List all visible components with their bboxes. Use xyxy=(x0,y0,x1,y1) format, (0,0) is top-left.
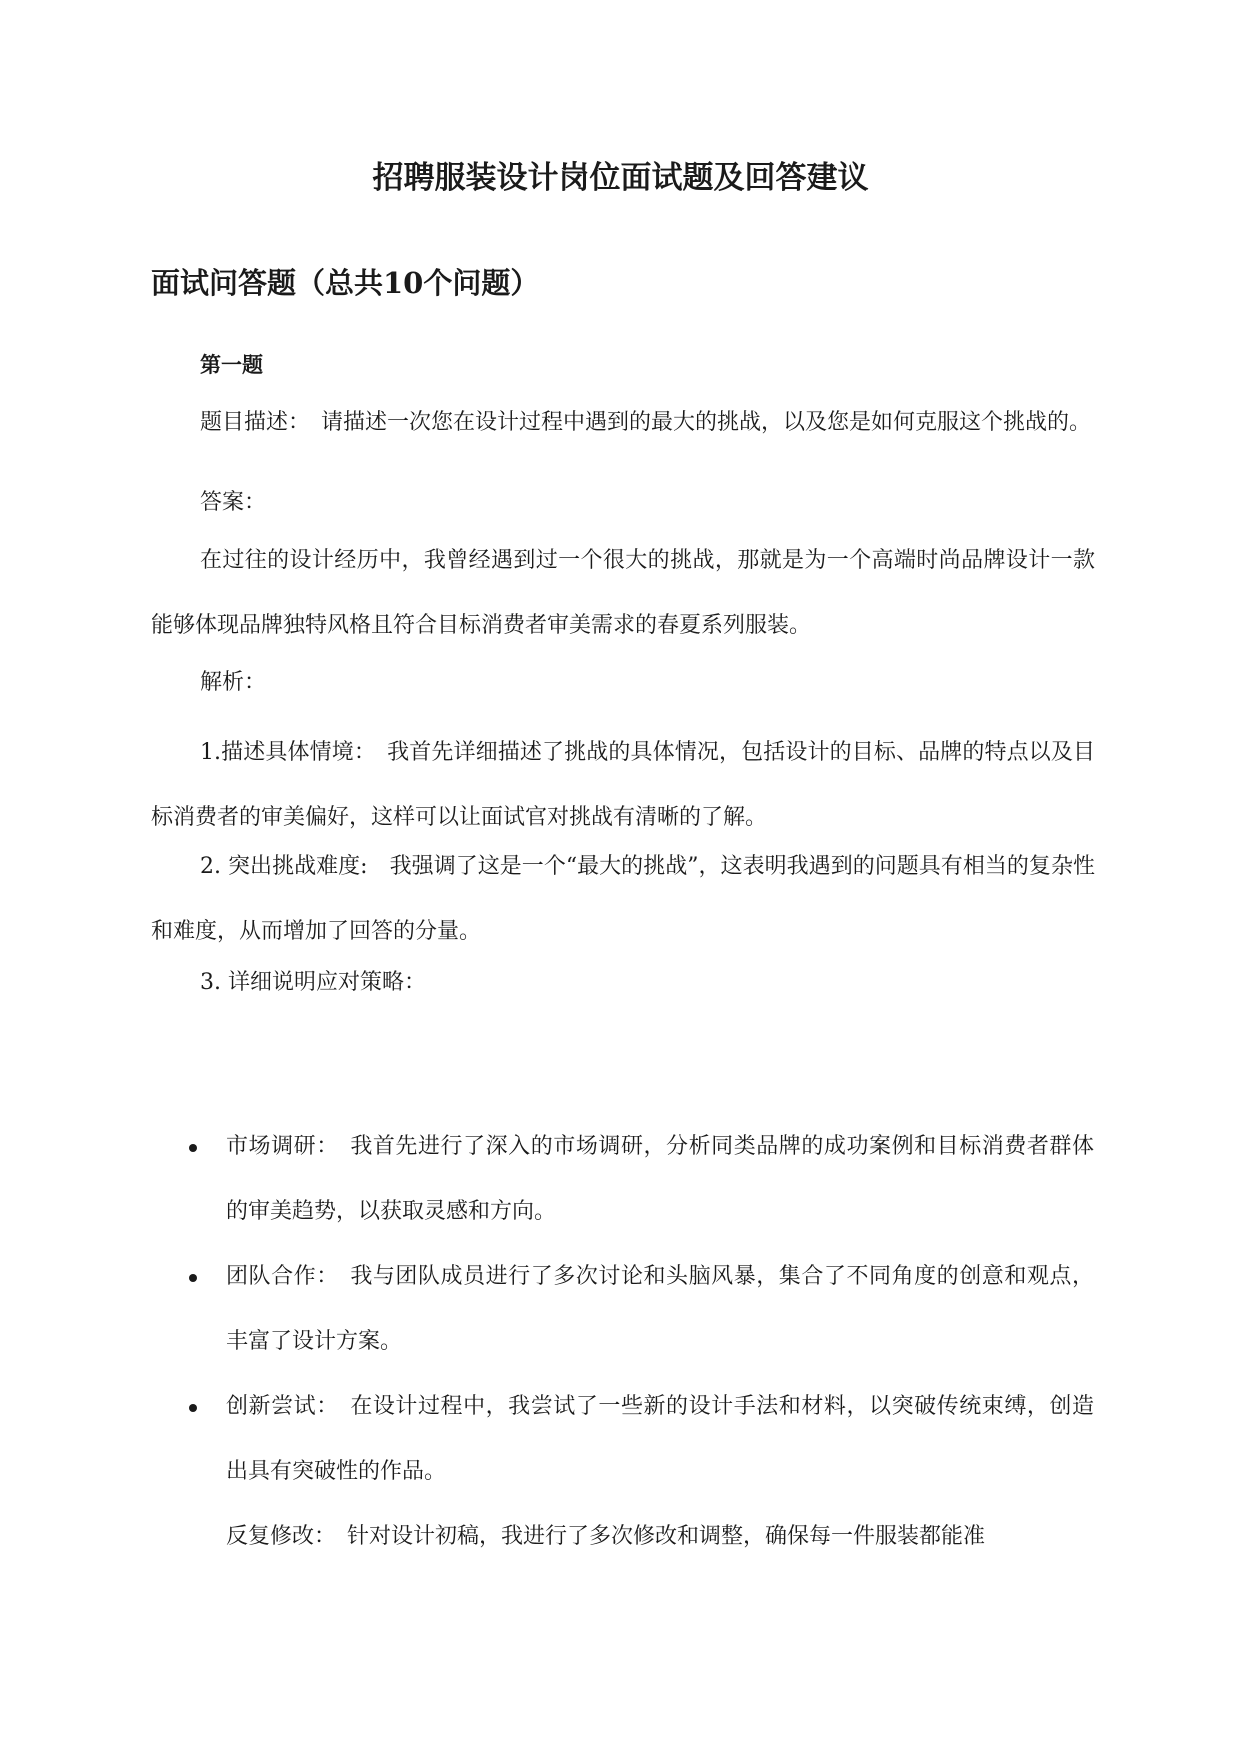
list-item xyxy=(226,1244,1094,1374)
analysis-point-2: 2. 突出挑战难度: 我强调了这是一个“最大的挑战”，这表明我遇到的问题具有相当的复杂性和难度，从而增加了回答的分量。 xyxy=(151,854,1095,944)
analysis-point-1: 1.描述具体情境： 我首先详细描述了挑战的具体情况，包括设计的目标、品牌的特点以及目标消费者的审美偏好，这样可以让面试官对挑战有清晰的了解。 xyxy=(151,740,1095,830)
section-heading: 面试问答题（总共10个问题） xyxy=(151,266,540,300)
bullet-icon xyxy=(189,1144,197,1152)
bullet-icon xyxy=(189,1404,197,1412)
question-description: 题目描述： 请描述一次您在设计过程中遇到的最大的挑战，以及您是如何克服这个挑战的。 xyxy=(200,410,1092,435)
strategy-market-research: 市场调研： 我首先进行了深入的市场调研，分析同类品牌的成功案例和目标消费者群体的审美趋势，以获取灵感和方向。 xyxy=(226,1134,1094,1224)
bullet-icon xyxy=(189,1274,197,1282)
question-label: 第一题 xyxy=(200,352,263,377)
answer-text: 在过往的设计经历中，我曾经遇到过一个很大的挑战，那就是为一个高端时尚品牌设计一款能够体现品牌独特风格且符合目标消费者审美需求的春夏系列服装。 xyxy=(151,548,1095,638)
list-item xyxy=(226,1504,1094,1569)
strategy-innovation: 创新尝试： 在设计过程中，我尝试了一些新的设计手法和材料，以突破传统束缚，创造出具有突破性的作品。 xyxy=(226,1394,1094,1484)
answer-label: 答案： xyxy=(200,490,267,515)
strategy-teamwork: 团队合作： 我与团队成员进行了多次讨论和头脑风暴，集合了不同角度的创意和观点，丰富了设计方案。 xyxy=(226,1264,1094,1354)
list-item xyxy=(226,1374,1094,1504)
document-title: 招聘服装设计岗位面试题及回答建议 xyxy=(372,160,869,196)
analysis-label: 解析： xyxy=(200,670,267,695)
list-item xyxy=(226,1114,1094,1244)
strategy-revision: 反复修改： 针对设计初稿，我进行了多次修改和调整，确保每一件服装都能准 xyxy=(226,1524,986,1549)
strategy-list xyxy=(0,1114,1241,1569)
analysis-point-3: 3. 详细说明应对策略： xyxy=(200,970,426,995)
